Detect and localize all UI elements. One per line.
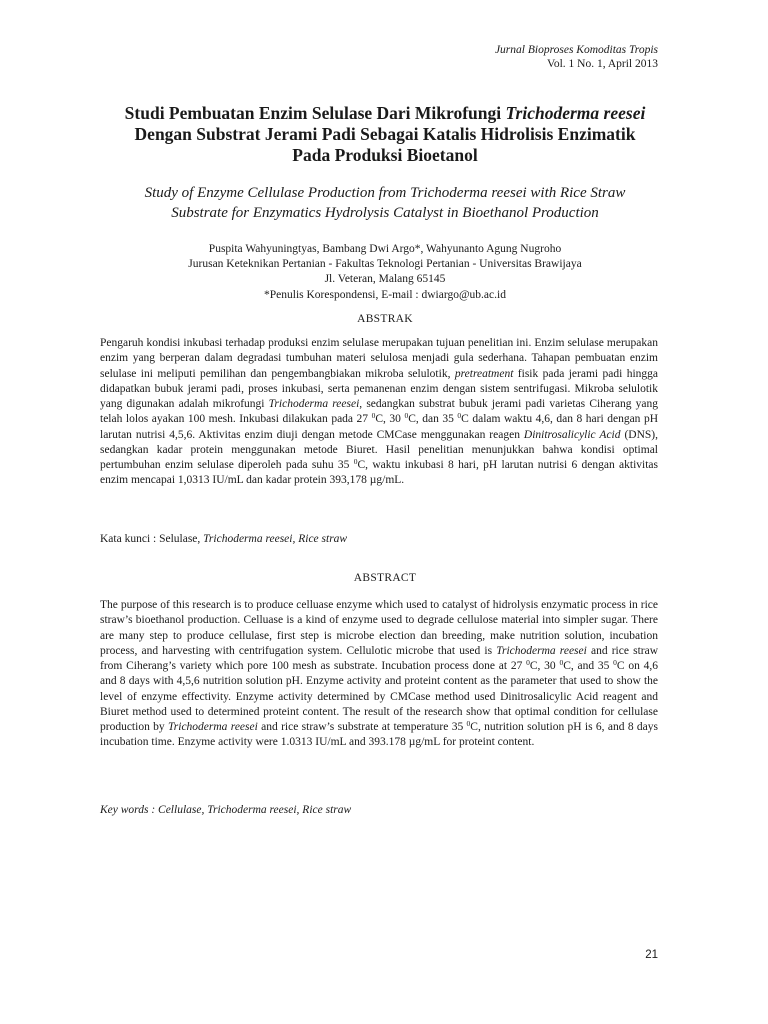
page-number: 21 bbox=[645, 949, 658, 961]
kata-kunci: Kata kunci : Selulase, Trichoderma reesei, Rice straw bbox=[100, 533, 348, 545]
journal-header bbox=[495, 43, 658, 71]
title-id-species: Trichoderma reesei bbox=[505, 103, 646, 123]
title-id-line3: Pada Produksi Bioetanol bbox=[292, 145, 478, 165]
paper-title-english bbox=[100, 183, 670, 223]
author-names: Puspita Wahyuningtyas, Bambang Dwi Argo*, Wahyunanto Agung Nugroho bbox=[208, 243, 562, 255]
abstrak-heading: ABSTRAK bbox=[357, 313, 413, 325]
author-address: Jl. Veteran, Malang 65145 bbox=[324, 273, 446, 286]
abstract-heading: ABSTRACT bbox=[353, 572, 417, 584]
paper-title-indonesian bbox=[100, 103, 670, 166]
title-id-line2: Dengan Substrat Jerami Padi Sebagai Katalis Hidrolisis Enzimatik bbox=[134, 124, 636, 144]
title-en-line1: Study of Enzyme Cellulase Production from Trichoderma reesei with Rice Straw bbox=[144, 185, 626, 201]
abstrak-body: Pengaruh kondisi inkubasi terhadap produksi enzim selulase merupakan tujuan penelitian ini. Enzim selulase merupakan enzim yang berperan dalam degradasi tumbuhan materi selulosa menjadi gula sederhana. Tahapan pembuatan enzim selulase ini meliputi pemilihan dan pengembangbiakan mikroba selulotik, pretreatment fisik pada jerami padi hingga didapatkan bubuk jerami padi, proses inkubasi, serta pemanenan enzim dengan sistem sentrifugasi. Mikroba selulotik yang digunakan adalah mikrofungi Trichoderma reesei, sedangkan substrat bubuk jerami padi varietas Ciherang yang telah lolos ayakan 100 mesh. Inkubasi dilakukan pada 27 $^0$C, 30 $^0$C, dan 35 $^0$C dalam waktu 4,6, dan 8 hari dengan pH larutan nutrisi 4,5,6. Aktivitas enzim diuji dengan metode CMCase menggunakan reagen Dinitrosalicylic Acid (DNS), sedangkan kadar protein menggunakan metode Biuret. Hasil penelitian menunjukkan bahwa kondisi optimal pertumbuhan enzim selulase diperoleh pada suhu 35 $^0$C, waktu inkubasi 8 hari, pH larutan nutrisi 6 dengan aktivitas enzim mencapai 1,0313 IU/mL dan kadar protein 393,178 µg/mL. bbox=[100, 337, 659, 487]
journal-name: Jurnal Bioproses Komoditas Tropis bbox=[494, 44, 658, 56]
abstract-body: The purpose of this research is to produce celluase enzyme which used to catalyst of hidrolysis enzymatic process in rice straw’s bioethanol production. Celluase is a kind of enzyme used to degrade cellulose material into simpler sugar. There are many step to produce cellulase, first step is microbe election dan breeding, make nutrition solution, incubation process, and harvesting with centrifugation system. Cellulotic microbe that used is Trichoderma reesei and rice straw from Ciherang’s variety which pore 100 mesh as substrate. Incubation process done at 27 $^0$C, 30 $^0$C, and 35 $^0$C on 4,6 and 8 days with 4,5,6 nutrition solution pH. Enzyme activity and proteint content as the parameter that used to show the level of enzyme effectivity. Enzyme activity determined by CMCase method used Dinitrosalicylic Acid reagent and Biuret method used to determined proteint content. The result of the research show that optimal condition for cellulase production by Trichoderma reesei and rice straw’s substrate at temperature 35 $^0$C, nutrition solution pH is 6, and 8 days incubation time. Enzyme activity were 1.0313 IU/mL and 393.178 µg/mL for proteint content. bbox=[100, 599, 659, 749]
title-id-line1: Studi Pembuatan Enzim Selulase Dari Mikrofungi bbox=[124, 103, 506, 123]
key-words: Key words : Cellulase, Trichoderma reesei, Rice straw bbox=[100, 804, 352, 816]
journal-volume: Vol. 1 No. 1, April 2013 bbox=[547, 58, 658, 70]
author-affiliation: Jurusan Keteknikan Pertanian - Fakultas Teknologi Pertanian - Universitas Brawijaya bbox=[188, 258, 582, 271]
author-block bbox=[100, 242, 670, 303]
title-en-line2: Substrate for Enzymatics Hydrolysis Catalyst in Bioethanol Production bbox=[171, 205, 599, 221]
author-correspondence: *Penulis Korespondensi, E-mail : dwiargo@ub.ac.id bbox=[264, 288, 506, 301]
